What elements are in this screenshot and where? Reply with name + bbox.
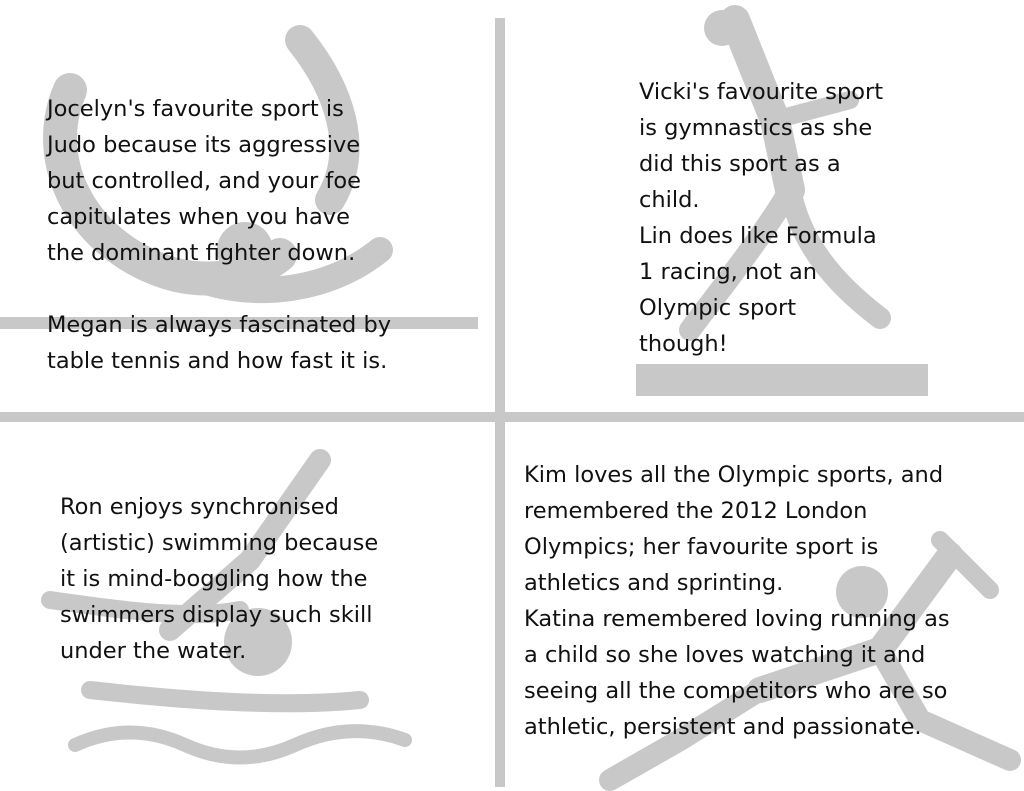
vertical-divider [495, 18, 505, 787]
panel-bottom-left [0, 422, 495, 791]
panel-text-top-left: Jocelyn's favourite sport is Judo because its aggressive but controlled, and your foe capitulates when you have the dominant fighter down. Megan is always fascinated by table tennis and how fast it is. [47, 95, 392, 374]
panel-text-bottom-right: Kim loves all the Olympic sports, and remembered the 2012 London Olympics; her favourite sport is athletics and sprinting. Katina remembered loving running as a child so she loves watching it and seeing all the competitors who are so athletic, persistent and passionate. [524, 461, 950, 740]
panel-top-left [0, 0, 495, 412]
panel-bottom-right [505, 422, 1024, 791]
panel-top-right [505, 0, 1024, 412]
panel-text-bottom-left: Ron enjoys synchronised (artistic) swimming because it is mind-boggling how the swimmers display such skill under the water. [60, 493, 379, 664]
horizontal-divider [0, 412, 1024, 422]
panel-text-top-right: Vicki's favourite sport is gymnastics as she did this sport as a child. Lin does like Formula 1 racing, not an Olympic sport though! [639, 78, 884, 357]
